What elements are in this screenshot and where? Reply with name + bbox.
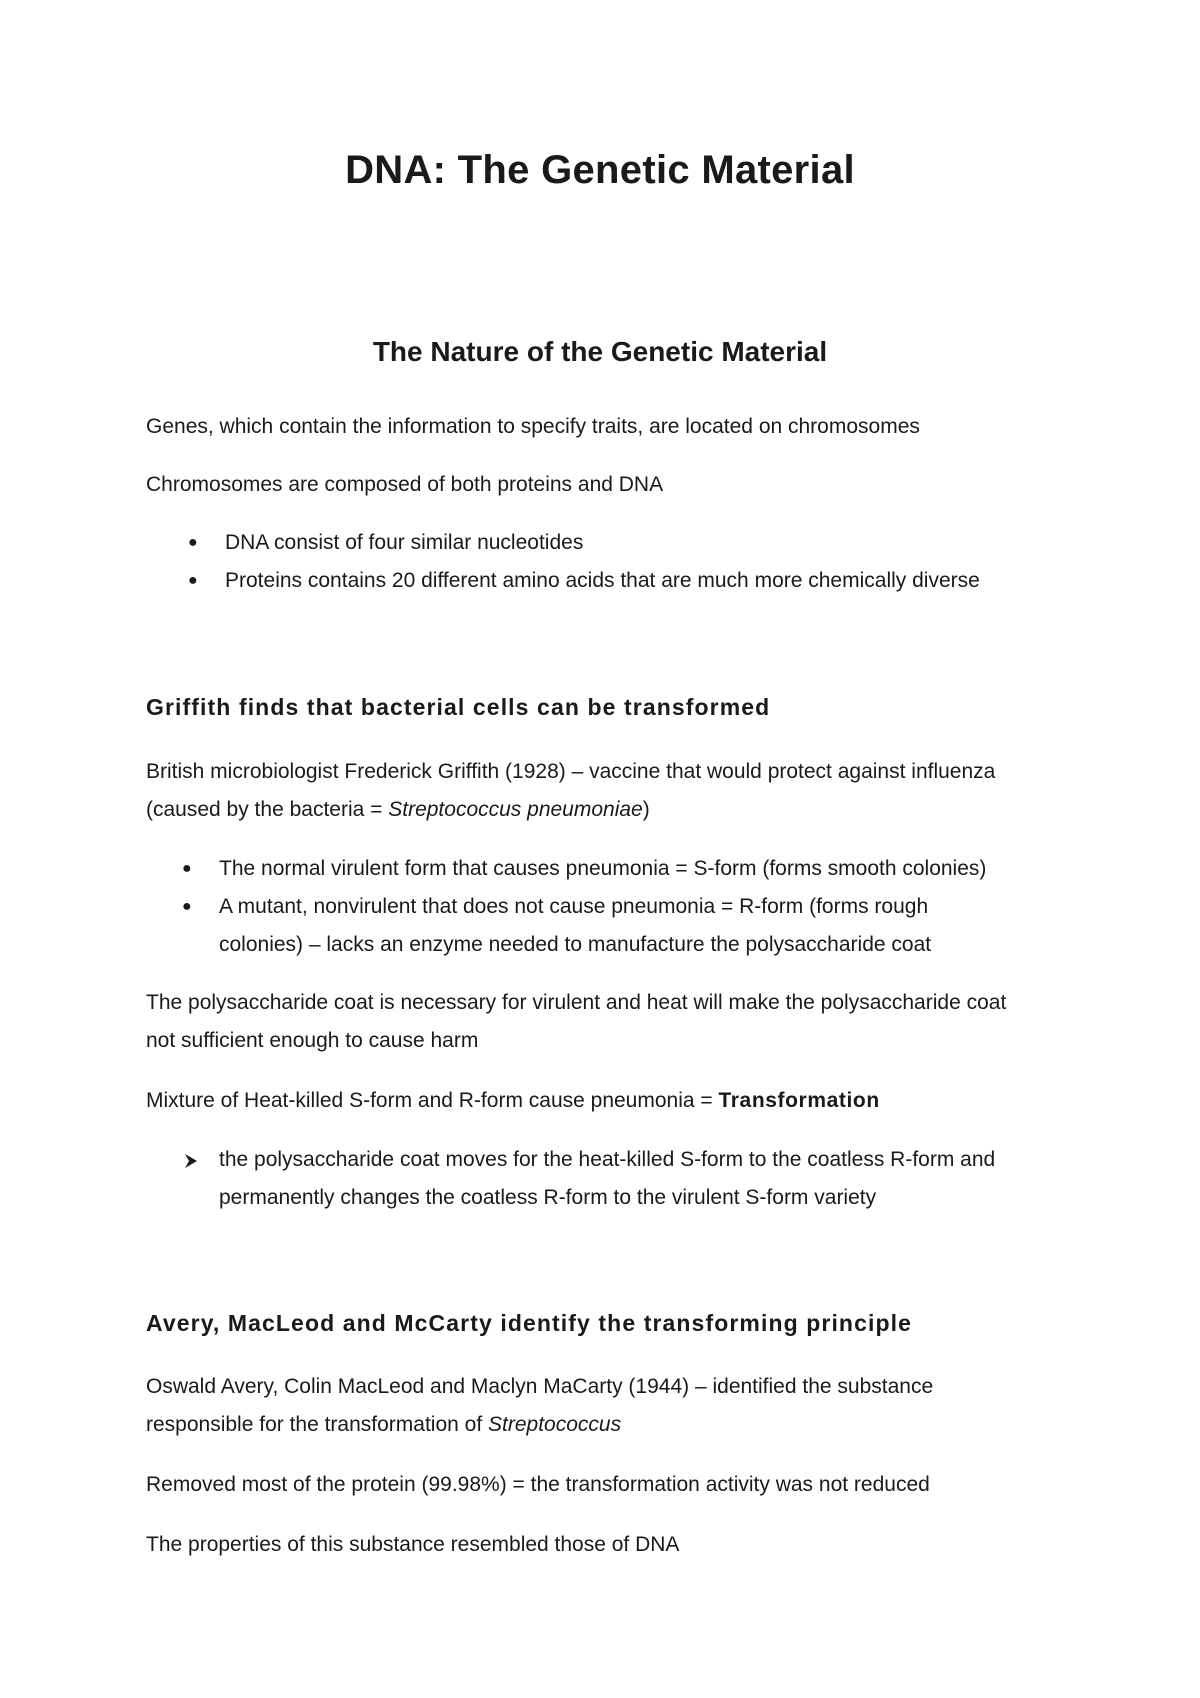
- paragraph-coat-line1: The polysaccharide coat is necessary for virulent and heat will make the polysaccharide coat: [146, 991, 1007, 1014]
- paragraph-griffith-line2: (caused by the bacteria = Streptococcus pneumoniae): [146, 798, 650, 821]
- bullet-item-proteins: Proteins contains 20 different amino acids that are much more chemically diverse: [225, 569, 980, 592]
- genus-name: Streptococcus: [488, 1413, 622, 1436]
- arrow-item-line2: permanently changes the coatless R-form to the virulent S-form variety: [219, 1186, 877, 1209]
- species-name: Streptococcus pneumoniae: [388, 798, 643, 821]
- paragraph-chromosomes: Chromosomes are composed of both proteins and DNA: [146, 473, 664, 496]
- paragraph-griffith-line1: British microbiologist Frederick Griffith (1928) – vaccine that would protect against influenza: [146, 760, 996, 783]
- document-title: DNA: The Genetic Material: [345, 148, 855, 192]
- section-heading-griffith: Griffith finds that bacterial cells can be transformed: [146, 694, 771, 720]
- bullet-dot: ●: [188, 572, 198, 589]
- section-heading-nature: The Nature of the Genetic Material: [372, 336, 828, 367]
- paragraph-properties: The properties of this substance resembled those of DNA: [146, 1533, 680, 1556]
- bullet-dot: ●: [182, 860, 192, 877]
- bullet-dot: ●: [182, 898, 192, 915]
- bullet-item-s-form: The normal virulent form that causes pneumonia = S-form (forms smooth colonies): [219, 857, 987, 880]
- bullet-dot: ●: [188, 534, 198, 551]
- paragraph-avery-line2: responsible for the transformation of Streptococcus: [146, 1413, 622, 1436]
- bullet-item-r-form-line1: A mutant, nonvirulent that does not cause pneumonia = R-form (forms rough: [219, 895, 929, 918]
- paragraph-avery-line1: Oswald Avery, Colin MacLeod and Maclyn MaCarty (1944) – identified the substance: [146, 1375, 934, 1398]
- term-transformation: Transformation: [718, 1089, 880, 1112]
- arrow-item-line1: the polysaccharide coat moves for the heat-killed S-form to the coatless R-form and: [219, 1148, 996, 1171]
- paragraph-mixture: Mixture of Heat-killed S-form and R-form cause pneumonia = Transformation: [146, 1089, 880, 1112]
- paragraph-coat-line2: not sufficient enough to cause harm: [146, 1029, 479, 1052]
- paragraph-genes: Genes, which contain the information to specify traits, are located on chromosomes: [146, 415, 920, 438]
- paragraph-protein-removed: Removed most of the protein (99.98%) = the transformation activity was not reduced: [146, 1473, 930, 1496]
- bullet-item-r-form-line2: colonies) – lacks an enzyme needed to manufacture the polysaccharide coat: [219, 933, 932, 956]
- arrowhead-bullet-icon: [184, 1153, 198, 1169]
- section-heading-avery: Avery, MacLeod and McCarty identify the transforming principle: [146, 1310, 912, 1336]
- bullet-item-dna: DNA consist of four similar nucleotides: [225, 531, 584, 554]
